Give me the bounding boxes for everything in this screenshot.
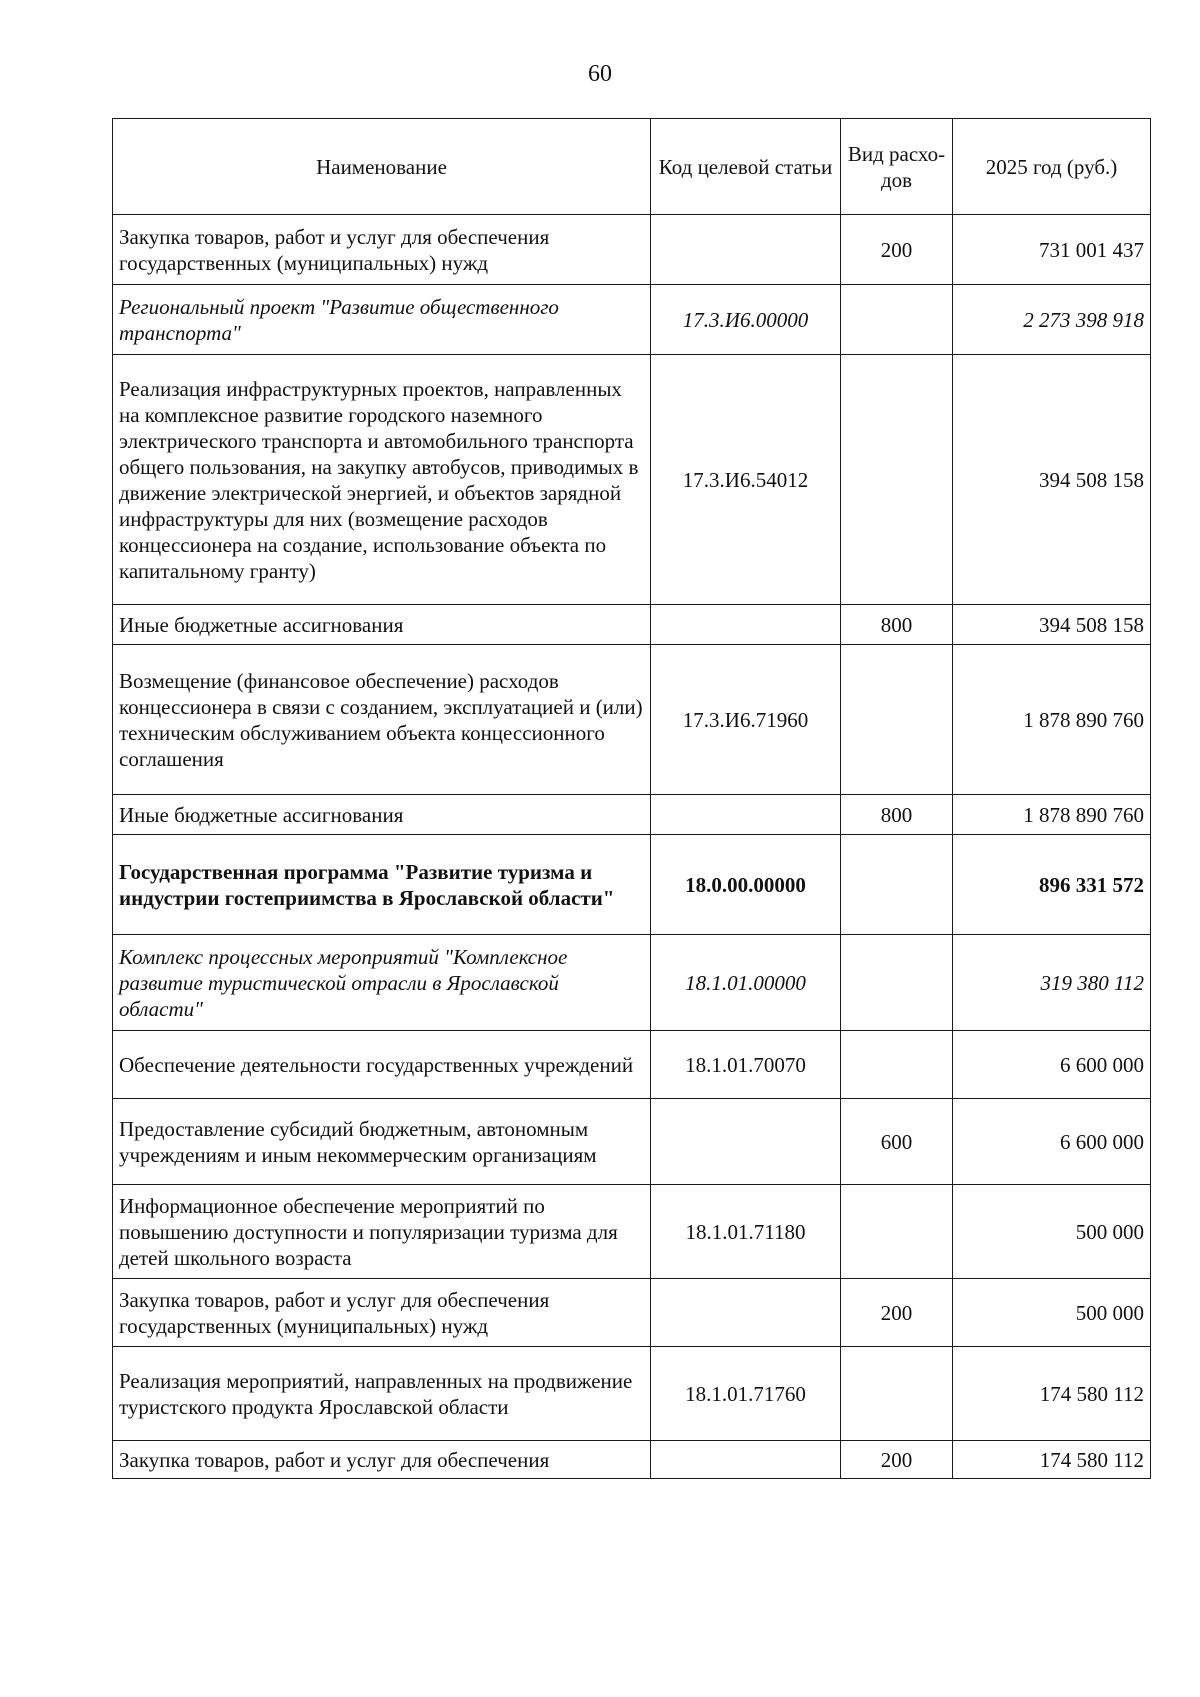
row-name: Комплекс процессных мероприятий "Комплексное развитие туристической отрасли в Ярославской области" [113, 935, 651, 1031]
row-code [651, 1441, 841, 1479]
row-amount: 174 580 112 [953, 1441, 1151, 1479]
row-name: Предоставление субсидий бюджетным, автономным учреждениям и иным некоммерческим организациям [113, 1099, 651, 1185]
row-amount: 174 580 112 [953, 1347, 1151, 1441]
table-row [113, 1441, 1151, 1479]
table-row [113, 285, 1151, 355]
row-code: 17.3.И6.00000 [651, 285, 841, 355]
table-row [113, 645, 1151, 795]
page-number: 60 [588, 61, 612, 87]
row-amount: 1 878 890 760 [953, 795, 1151, 835]
table-row [113, 1031, 1151, 1099]
row-type [841, 285, 953, 355]
table-row [113, 1279, 1151, 1347]
row-name: Закупка товаров, работ и услуг для обеспечения [113, 1441, 651, 1479]
row-code [651, 215, 841, 285]
row-type [841, 1031, 953, 1099]
row-type: 200 [841, 215, 953, 285]
row-amount: 731 001 437 [953, 215, 1151, 285]
row-name: Государственная программа "Развитие туризма и индустрии гостеприимства в Ярославской области" [113, 835, 651, 935]
row-amount: 6 600 000 [953, 1099, 1151, 1185]
row-name: Реализация инфраструктурных проектов, направленных на комплексное развитие городского наземного электрического транспорта и автомобильного транспорта общего пользования, на закупку автобусов, приводимых в движение электрической энергией, и объектов зарядной инфраструктуры для них (возмещение расходов концессионера на создание, использование объекта по капитальному гранту) [113, 355, 651, 605]
row-amount: 500 000 [953, 1185, 1151, 1279]
row-name: Обеспечение деятельности государственных учреждений [113, 1031, 651, 1099]
table-row [113, 1185, 1151, 1279]
row-amount: 2 273 398 918 [953, 285, 1151, 355]
row-type [841, 935, 953, 1031]
table-row [113, 935, 1151, 1031]
table-row [113, 1099, 1151, 1185]
row-name: Иные бюджетные ассигнования [113, 795, 651, 835]
row-code [651, 605, 841, 645]
header-amount: 2025 год (руб.) [953, 119, 1151, 215]
header-name: Наименование [113, 119, 651, 215]
table-header-row [113, 119, 1151, 215]
row-code: 18.0.00.00000 [651, 835, 841, 935]
row-code: 17.3.И6.54012 [651, 355, 841, 605]
row-type: 200 [841, 1441, 953, 1479]
table-row [113, 355, 1151, 605]
row-amount: 394 508 158 [953, 605, 1151, 645]
row-amount: 896 331 572 [953, 835, 1151, 935]
row-name: Региональный проект "Развитие общественного транспорта" [113, 285, 651, 355]
table-row [113, 1347, 1151, 1441]
row-type [841, 355, 953, 605]
row-code: 18.1.01.71760 [651, 1347, 841, 1441]
row-name: Иные бюджетные ассигнования [113, 605, 651, 645]
row-type: 200 [841, 1279, 953, 1347]
row-type: 800 [841, 795, 953, 835]
header-type: Вид расхо-дов [841, 119, 953, 215]
row-code: 18.1.01.00000 [651, 935, 841, 1031]
table-row [113, 795, 1151, 835]
row-amount: 319 380 112 [953, 935, 1151, 1031]
row-type: 600 [841, 1099, 953, 1185]
row-type: 800 [841, 605, 953, 645]
row-code: 18.1.01.70070 [651, 1031, 841, 1099]
header-code: Код целевой статьи [651, 119, 841, 215]
row-type [841, 1185, 953, 1279]
row-name: Информационное обеспечение мероприятий по повышению доступности и популяризации туризма для детей школьного возраста [113, 1185, 651, 1279]
table-row [113, 215, 1151, 285]
table-row [113, 605, 1151, 645]
row-amount: 500 000 [953, 1279, 1151, 1347]
row-code [651, 1279, 841, 1347]
row-name: Возмещение (финансовое обеспечение) расходов концессионера в связи с созданием, эксплуатацией и (или) техническим обслуживанием объекта концессионного соглашения [113, 645, 651, 795]
budget-table [112, 118, 1151, 1479]
table-body [113, 215, 1151, 1479]
row-code [651, 795, 841, 835]
row-amount: 394 508 158 [953, 355, 1151, 605]
row-type [841, 1347, 953, 1441]
row-amount: 1 878 890 760 [953, 645, 1151, 795]
table-row [113, 835, 1151, 935]
row-name: Закупка товаров, работ и услуг для обеспечения государственных (муниципальных) нужд [113, 215, 651, 285]
row-code: 18.1.01.71180 [651, 1185, 841, 1279]
row-code [651, 1099, 841, 1185]
row-code: 17.3.И6.71960 [651, 645, 841, 795]
row-amount: 6 600 000 [953, 1031, 1151, 1099]
row-name: Закупка товаров, работ и услуг для обеспечения государственных (муниципальных) нужд [113, 1279, 651, 1347]
row-name: Реализация мероприятий, направленных на продвижение туристского продукта Ярославской области [113, 1347, 651, 1441]
row-type [841, 835, 953, 935]
row-type [841, 645, 953, 795]
